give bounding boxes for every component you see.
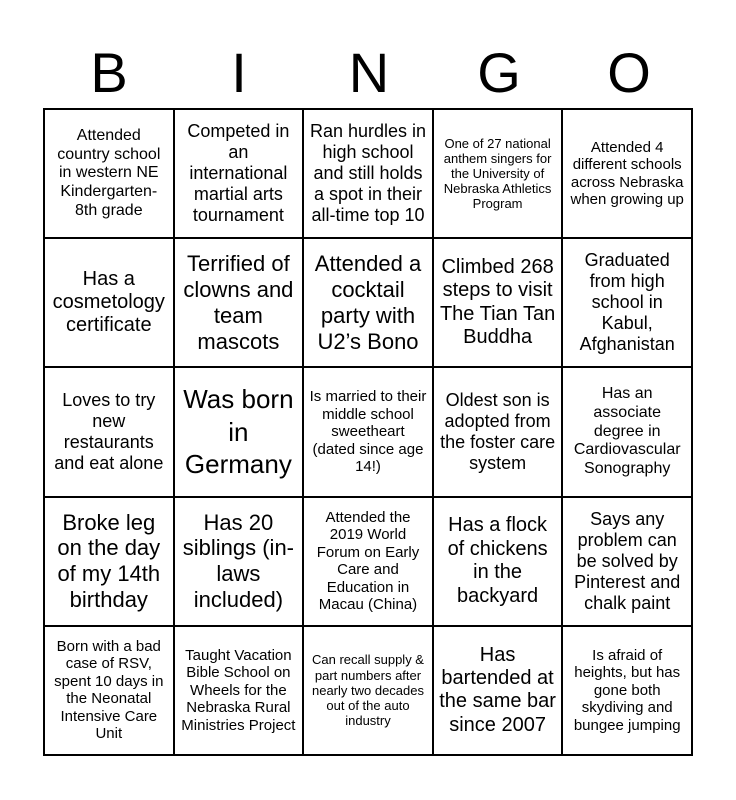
header-letter-o: O [607,41,651,104]
bingo-cell-text: One of 27 national anthem singers for the University of Nebraska Athletics Program [443,135,552,212]
bingo-cell-text: Is afraid of heights, but has gone both skydiving and bungee jumping [573,646,681,734]
bingo-cell-r3c2[interactable] [174,367,304,496]
bingo-cell-text: Has 20 siblings (in-laws included) [182,509,295,612]
bingo-cell-r2c3[interactable] [303,238,433,367]
bingo-cell-r2c4[interactable] [433,238,563,367]
bingo-cell-r5c2[interactable] [174,626,304,755]
bingo-cell-r3c4[interactable] [433,367,563,496]
bingo-cell-r2c5[interactable] [562,238,692,367]
bingo-cell-r5c4[interactable] [433,626,563,755]
bingo-cell-text: Attended a cocktail party with U2’s Bono [314,251,422,354]
bingo-cell-text: Broke leg on the day of my 14th birthday [57,509,161,612]
bingo-cell-r5c3[interactable] [303,626,433,755]
bingo-cell-text: Climbed 268 steps to visit The Tian Tan Buddha [439,256,556,349]
header-letter-b: B [90,41,128,104]
bingo-cell-r3c5[interactable] [562,367,692,496]
bingo-cell-text: Has an associate degree in Cardiovascular Sonography [573,385,681,478]
bingo-grid [43,108,693,756]
bingo-cell-r4c5[interactable] [562,497,692,626]
bingo-cell-r5c1[interactable] [44,626,174,755]
bingo-cell-r1c2[interactable] [174,109,304,238]
bingo-cell-text: Taught Vacation Bible School on Wheels for the Nebraska Rural Ministries Project [181,646,296,734]
bingo-cell-text: Terrified of clowns and team mascots [183,251,294,354]
header-letter-i: I [231,41,247,104]
bingo-cell-text: Attended the 2019 World Forum on Early Care and Education in Macau (China) [316,508,420,614]
bingo-cell-text: Says any problem can be solved by Pinterest and chalk paint [574,508,681,613]
bingo-cell-text: Competed in an international martial arts tournament [187,120,290,226]
bingo-cell-r3c3[interactable] [303,367,433,496]
bingo-cell-text: Oldest son is adopted from the foster care system [440,389,556,474]
bingo-cell-text: Attended country school in western NE Kindergarten-8th grade [57,126,161,219]
bingo-cell-r2c2[interactable] [174,238,304,367]
bingo-cell-text: Ran hurdles in high school and still holds a spot in their all-time top 10 [309,120,427,226]
bingo-cell-text: Has bartended at the same bar since 2007 [439,643,556,736]
bingo-cell-text: Can recall supply & part numbers after nearly two decades out of the auto industry [311,652,424,729]
bingo-cell-r1c1[interactable] [44,109,174,238]
bingo-cell-text: Has a cosmetology certificate [52,267,165,337]
bingo-cell-r4c2[interactable] [174,497,304,626]
bingo-cell-text: Born with a bad case of RSV, spent 10 days in the Neonatal Intensive Care Unit [54,637,164,743]
header-letter-n: N [348,41,390,104]
bingo-cell-r4c4[interactable] [433,497,563,626]
bingo-cell-text: Is married to their middle school sweetheart (dated since age 14!) [309,388,427,476]
bingo-cell-text: Was born in Germany [183,384,294,480]
bingo-cell-r4c1[interactable] [44,497,174,626]
bingo-cell-r4c3[interactable] [303,497,433,626]
bingo-cell-r1c4[interactable] [433,109,563,238]
bingo-cell-text: Attended 4 different schools across Nebraska when growing up [570,138,684,209]
bingo-header [44,38,694,108]
bingo-cell-text: Loves to try new restaurants and eat alone [54,389,164,474]
bingo-cell-r1c5[interactable] [562,109,692,238]
bingo-cell-r2c1[interactable] [44,238,174,367]
bingo-cell-r1c3[interactable] [303,109,433,238]
bingo-cell-text: Graduated from high school in Kabul, Afghanistan [579,250,675,355]
bingo-cell-r5c5[interactable] [562,626,692,755]
bingo-cell-r3c1[interactable] [44,367,174,496]
bingo-cell-text: Has a flock of chickens in the backyard [447,514,548,607]
header-letter-g: G [477,41,521,104]
